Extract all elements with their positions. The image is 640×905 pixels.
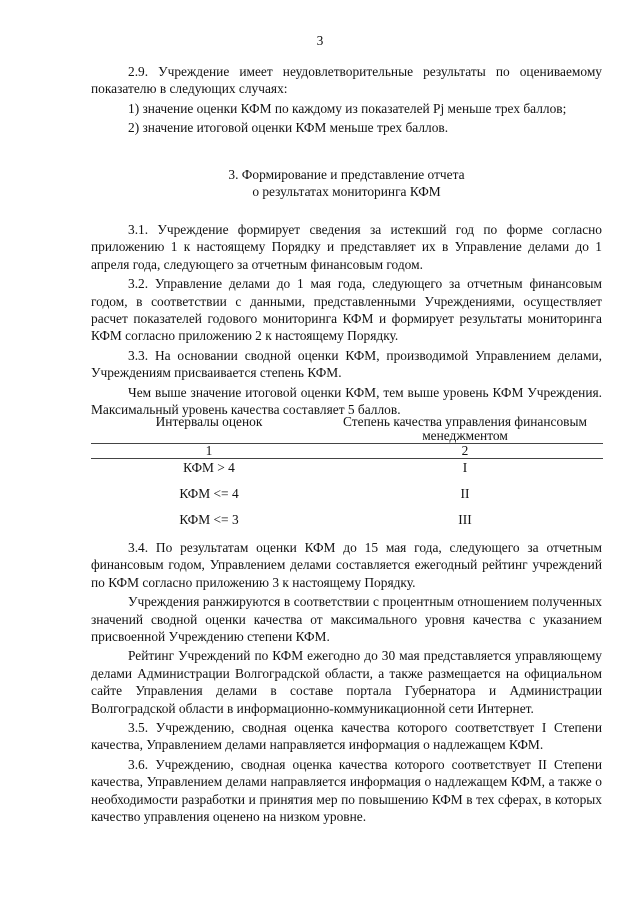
interval-cell: КФМ <= 4 [179,486,239,501]
interval-cell: КФМ > 4 [183,460,235,475]
column-number-1: 1 [91,444,327,459]
section-3-body [91,221,602,418]
degree-cell: II [460,486,470,501]
header-intervals: Интервалы оценок [91,415,327,444]
paragraph-3-4c: Рейтинг Учреждений по КФМ ежегодно до 30 мая представляется управляющему делами Администрации Волгоградской области, а также размещается на официальном сайте Управления делами в составе портала Губернатора и Администрации Волгоградской области в информационно-коммуникационной сети Интернет. [91,648,602,716]
paragraph-3-5: 3.5. Учреждению, сводная оценка качества которого соответствует I Степени качества, Управлением делами направляется информация о надлежащем КФМ. [91,720,602,753]
section-3-continued [91,539,602,826]
table-row [91,459,603,486]
heading-line-2: о результатах мониторинга КФМ [252,184,441,200]
interval-cell: КФМ <= 3 [179,512,239,527]
table-header-row [91,415,603,444]
paragraph-3-4b: Учреждения ранжируются в соответствии с процентным отношением полученных значений сводной оценки качества от максимального уровня качества с указанием присвоенной Учреждению степени КФМ. [91,594,602,645]
section-2-9 [91,63,602,137]
table-row [91,511,603,537]
header-degree: Степень качества управления финансовым менеджментом [327,415,603,444]
section-3-heading [91,166,602,201]
degree-cell: III [458,512,472,527]
table-row [91,485,603,511]
list-item-1: 1) значение оценки КФМ по каждому из показателей Pj меньше трех баллов; [128,100,567,116]
paragraph-3-6: 3.6. Учреждению, сводная оценка качества которого соответствует II Степени качества, Управлением делами направляется информация о надлежащем КФМ, а также о необходимости разработки и принятия мер по повышению КФМ в тех сферах, в которых качество управления оценено на низком уровне. [91,756,602,825]
list-item-2: 2) значение итоговой оценки КФМ меньше трех баллов. [128,120,449,136]
paragraph-3-1: 3.1. Учреждение формирует сведения за истекший год по форме согласно приложению 1 к настоящему Порядку и представляет их в Управление делами до 1 апреля года, следующего за отчетным финансовым годом. [91,222,602,272]
paragraph-3-4: 3.4. По результатам оценки КФМ до 15 мая года, следующего за отчетным финансовым годом, Управлением делами составляется ежегодный рейтинг учреждений по КФМ согласно приложению 3 к настоящему Порядку. [91,540,602,590]
kfm-degree-table [91,415,603,537]
degree-cell: I [462,460,468,475]
paragraph-2-9: 2.9. Учреждение имеет неудовлетворительные результаты по оцениваемому показателю в следующих случаях: [91,64,602,97]
heading-line-1: 3. Формирование и представление отчета [228,167,465,182]
paragraph-3-3b: Чем выше значение итоговой оценки КФМ, тем выше уровень КФМ Учреждения. Максимальный уровень качества составляет 5 баллов. [91,384,602,418]
page-number: 3 [316,33,324,48]
table-number-row [91,444,603,459]
column-number-2: 2 [327,444,603,459]
paragraph-3-2: 3.2. Управление делами до 1 мая года, следующего за отчетным финансовым годом, в соответствии с данными, представленными Учреждениями, осуществляет расчет показателей годового мониторинга КФМ и формирует результаты мониторинга КФМ согласно приложению 2 к настоящему Порядку. [91,276,602,344]
paragraph-3-3: 3.3. На основании сводной оценки КФМ, производимой Управлением делами, Учреждениям присваивается степень КФМ. [91,347,602,381]
